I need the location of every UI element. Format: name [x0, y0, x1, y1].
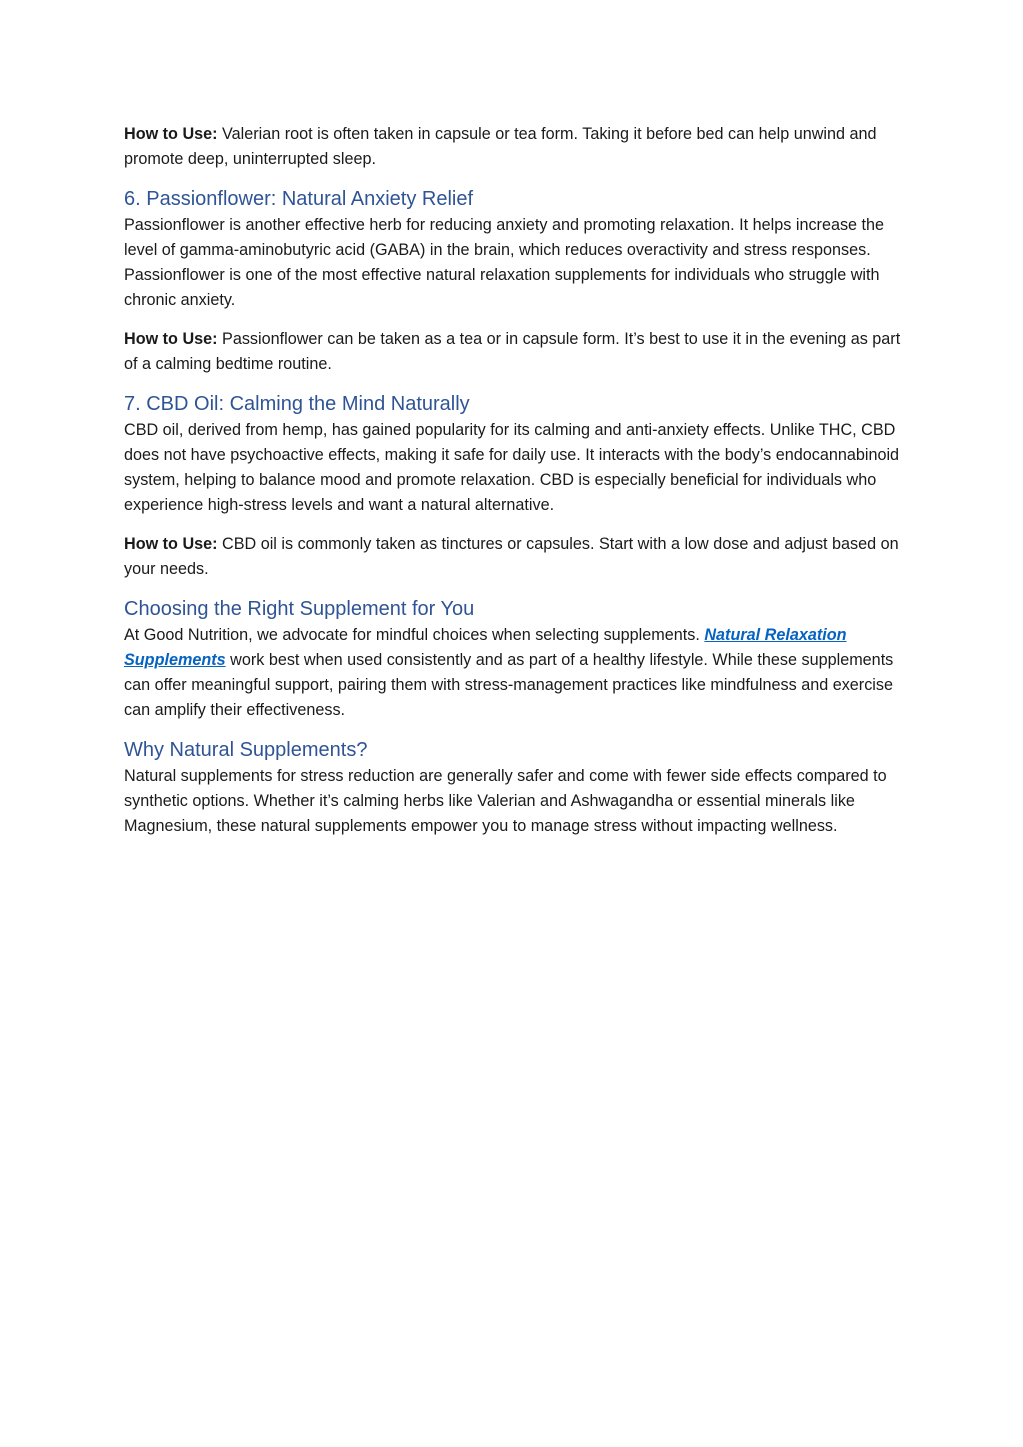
why-body: Natural supplements for stress reduction are generally safer and come with fewer side effects compared to synthetic options. Whether it’s calming herbs like Valerian and Ashwagandha or essential minerals like Magnesium, these natural supplements empower you to manage stress without impacting wellness.: [124, 767, 887, 835]
valerian-how-to-use: [124, 122, 904, 172]
document-page: [124, 122, 904, 853]
passionflower-body: Passionflower is another effective herb for reducing anxiety and promoting relaxation. It helps increase the level of gamma-aminobutyric acid (GABA) in the brain, which reduces overactivity and stress responses. Passionflower is one of the most effective natural relaxation supplements for individuals who struggle with chronic anxiety.: [124, 216, 885, 309]
section-heading-cbd-oil: 7. CBD Oil: Calming the Mind Naturally: [124, 393, 470, 415]
how-to-use-text: Passionflower can be taken as a tea or in capsule form. It’s best to use it in the evening as part of a calming bedtime routine.: [124, 330, 901, 373]
passionflower-how-to-use: [124, 327, 904, 377]
natural-relaxation-supplements-link[interactable]: Natural Relaxation Supplements: [124, 626, 847, 669]
choosing-body: [124, 623, 904, 723]
how-to-use-label: How to Use:: [124, 330, 218, 348]
section-heading-why-natural: Why Natural Supplements?: [124, 739, 368, 761]
choosing-body-start: At Good Nutrition, we advocate for mindful choices when selecting supplements.: [124, 626, 705, 644]
how-to-use-text: Valerian root is often taken in capsule or tea form. Taking it before bed can help unwind and promote deep, uninterrupted sleep.: [124, 125, 877, 168]
how-to-use-label: How to Use:: [124, 535, 218, 553]
cbd-how-to-use: [124, 532, 904, 582]
how-to-use-text: CBD oil is commonly taken as tinctures or capsules. Start with a low dose and adjust based on your needs.: [124, 535, 899, 578]
section-heading-choosing: Choosing the Right Supplement for You: [124, 598, 475, 620]
cbd-body: CBD oil, derived from hemp, has gained popularity for its calming and anti-anxiety effects. Unlike THC, CBD does not have psychoactive effects, making it safe for daily use. It interacts with the body’s endocannabinoid system, helping to balance mood and promote relaxation. CBD is especially beneficial for individuals who experience high-stress levels and want a natural alternative.: [124, 421, 900, 514]
how-to-use-label: How to Use:: [124, 125, 218, 143]
choosing-body-end: work best when used consistently and as part of a healthy lifestyle. While these supplements can offer meaningful support, pairing them with stress-management practices like mindfulness and exercise can amplify their effectiveness.: [124, 651, 894, 719]
section-heading-passionflower: 6. Passionflower: Natural Anxiety Relief: [124, 188, 474, 210]
